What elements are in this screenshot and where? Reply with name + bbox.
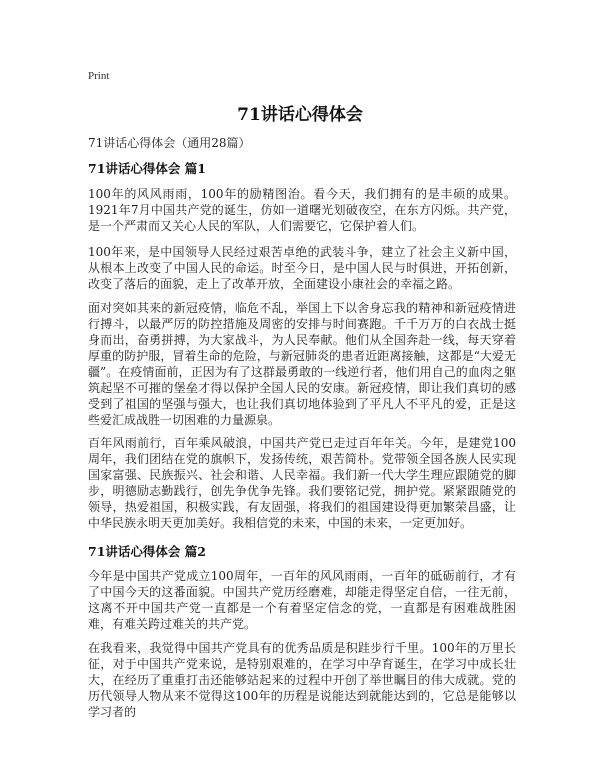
page-title: 71讲话心得体会	[237, 105, 363, 125]
section-heading-2: 71讲话心得体会 篇2	[88, 544, 206, 559]
paragraph-1-3: 面对突如其来的新冠疫情，临危不乱，举国上下以舍身忘我的精神和新冠疫情进行搏斗，以最严厉的防控措施及周密的安排与时间赛跑。千千万万的白衣战士挺身而出，奋勇拼搏，为大家战斗，为人民奉献。他们从全国奔赴一线，每天穿着厚重的防护服，冒着生命的危险，与新冠肺炎的患者近距离接触，这都是“大爱无疆”。在疫情面前，正因为有了这群最勇敢的一线逆行者，他们用自己的血肉之躯筑起坚不可摧的堡垒才得以保护全国人民的安康。新冠疫情，即让我们真切的感受到了祖国的坚强与强大，也让我们真切地体验到了平凡人不平凡的爱，正是这些爱汇成战胜一切困难的力量源泉。	[88, 301, 516, 427]
paragraph-2-1: 今年是中国共产党成立100周年，一百年的风风雨雨，一百年的砥砺前行，才有了中国今天的这番面貌。中国共产党历经磨难，却能走得坚定自信，一往无前，这离不开中国共产党一直都是一个有着坚定信念的党，一直都是有困难战胜困难，有难关跨过难关的共产党。	[88, 569, 516, 631]
section-heading-1: 71讲话心得体会 篇1	[88, 161, 206, 176]
paragraph-1-1: 100年的风风雨雨，100年的励精图治。看今天，我们拥有的是丰硕的成果。1921年7月中国共产党的诞生，仿如一道曙光划破夜空，在东方闪烁。共产党，是一个严肃而又关心人民的军队，人们需要它，它保护着人们。	[88, 187, 516, 233]
paragraph-1-4: 百年风雨前行，百年乘风破浪，中国共产党已走过百年年关。今年，是建党100周年，我们团结在党的旗帜下，发扬传统，艰苦简朴。党带领全国各族人民实现国家富强、民族振兴、社会和谐、人民幸福。我们新一代大学生理应跟随党的脚步，明德励志勤践行，创先争优争先锋。我们要铭记党，拥护党。紧紧跟随党的领导，热爱祖国，积极实践，有友固强，将我们的祖国建设得更加繁荣昌盛，让中华民族永明天更加美好。我相信党的未来，中国的未来，一定更加好。	[88, 436, 516, 530]
paragraph-2-2: 在我看来，我觉得中国共产党具有的优秀品质是积跬步行千里。100年的万里长征，对于中国共产党来说，是特别艰难的，在学习中孕育诞生，在学习中成长壮大，在经历了重重打击还能够站起来的过程中开创了举世瞩目的伟大成就。党的历代领导人物从来不觉得这100年的历程是说能达到就能达到的，它总是能够以学习者的	[88, 641, 516, 719]
print-link[interactable]: Print	[88, 70, 110, 82]
paragraph-1-2: 100年来，是中国领导人民经过艰苦卓绝的武装斗争，建立了社会主义新中国，从根本上改变了中国人民的命运。时至今日，是中国人民与时俱进，开拓创新，改变了落后的面貌，走上了改革开放，全面建设小康社会的幸福之路。	[88, 245, 516, 291]
document-subtitle: 71讲话心得体会（通用28篇）	[88, 136, 251, 150]
